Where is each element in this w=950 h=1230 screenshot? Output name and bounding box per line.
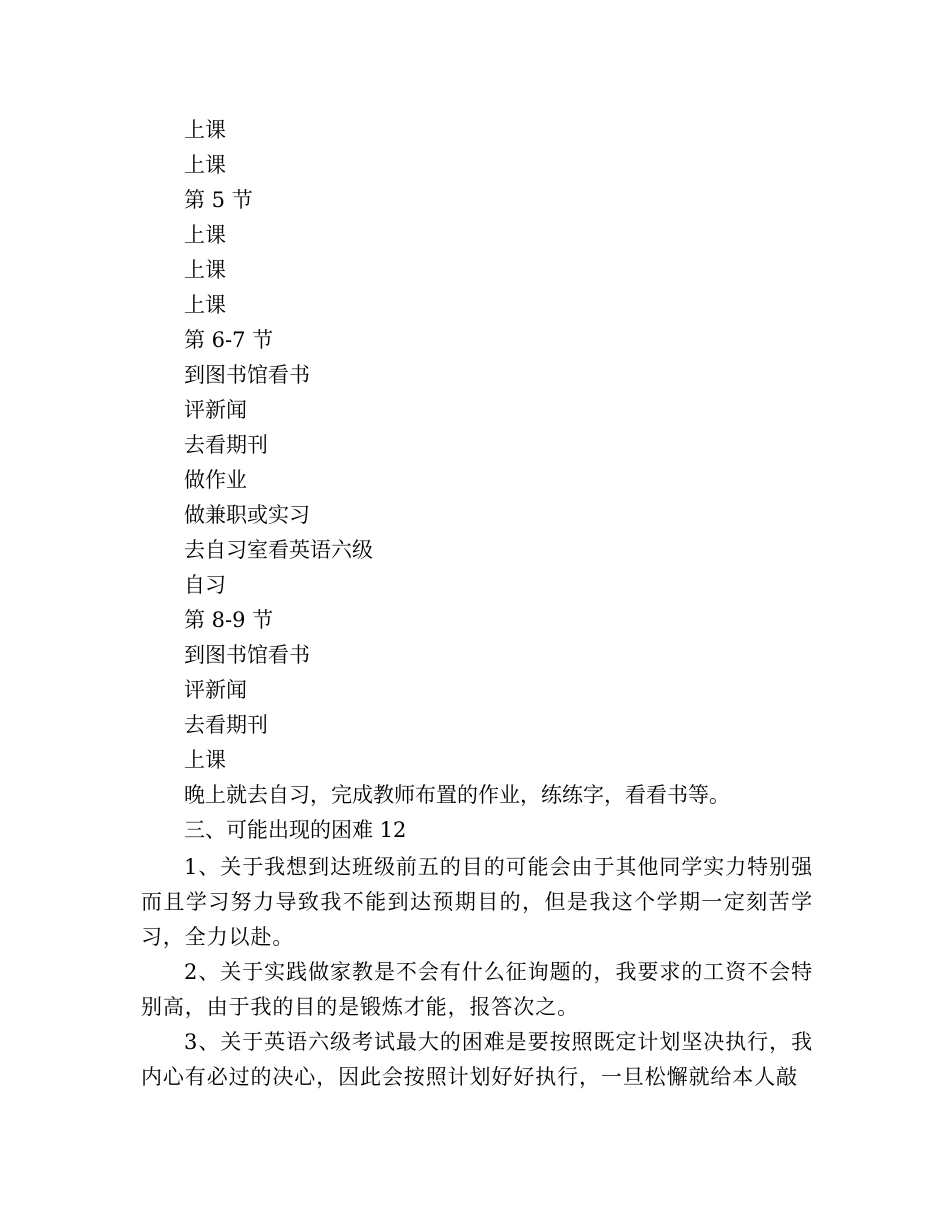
difficulty-paragraph-2: 2、关于实践做家教是不会有什么征询题的，我要求的工资不会特别高，由于我的目的是锻炼才能，报答次之。 — [141, 960, 813, 1019]
difficulty-paragraph-3: 3、关于英语六级考试最大的困难是要按照既定计划坚决执行，我内心有必过的决心，因此会按照计划好好执行，一旦松懈就给本人敲 — [141, 1030, 813, 1089]
evening-plan-line: 晚上就去自习，完成教师布置的作业，练练字，看看书等。 — [184, 783, 730, 807]
schedule-line: 上课 — [184, 258, 226, 282]
schedule-line: 第 6-7 节 — [184, 328, 274, 352]
schedule-line: 去看期刊 — [184, 433, 268, 457]
schedule-line: 评新闻 — [184, 398, 247, 422]
schedule-line: 上课 — [184, 223, 226, 247]
section-heading: 三、可能出现的困难 12 — [184, 818, 407, 842]
schedule-line: 去看期刊 — [184, 713, 268, 737]
schedule-line: 第 5 节 — [184, 188, 253, 212]
schedule-line: 自习 — [184, 573, 226, 597]
schedule-line: 上课 — [184, 748, 226, 772]
schedule-line: 评新闻 — [184, 678, 247, 702]
schedule-line: 上课 — [184, 153, 226, 177]
schedule-line: 做兼职或实习 — [184, 503, 310, 527]
schedule-line: 到图书馆看书 — [184, 643, 310, 667]
schedule-line: 去自习室看英语六级 — [184, 538, 373, 562]
schedule-line: 上课 — [184, 293, 226, 317]
schedule-line: 第 8-9 节 — [184, 608, 274, 632]
schedule-line: 上课 — [184, 118, 226, 142]
schedule-line: 到图书馆看书 — [184, 363, 310, 387]
schedule-line: 做作业 — [184, 468, 247, 492]
difficulty-paragraph-1: 1、关于我想到达班级前五的目的可能会由于其他同学实力特别强而且学习努力导致我不能到达预期目的，但是我这个学期一定刻苦学习，全力以赴。 — [141, 855, 813, 949]
